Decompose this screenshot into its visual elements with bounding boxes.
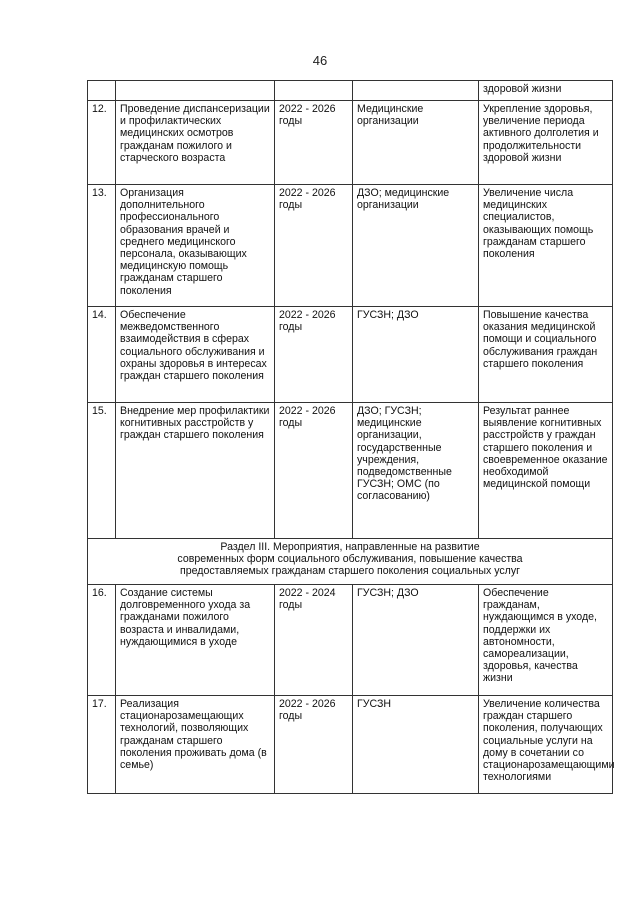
table-row (88, 696, 613, 794)
page-number: 46 (312, 53, 328, 68)
cell-activity: Создание системы долговременного ухода за гражданами пожилого возраста и инвалидами, нуждающимися в уходе (116, 585, 275, 696)
table-row (88, 185, 613, 307)
section-title-line: Раздел III. Мероприятия, направленные на развитие (220, 541, 480, 553)
cell-result: Увеличение числа медицинских специалистов, оказывающих помощь гражданам старшего поколения (479, 185, 613, 307)
cell-period: 2022 - 2026 годы (275, 403, 353, 539)
cell-activity: Реализация стационарозамещающих технологий, позволяющих гражданам старшего поколения проживать дома (в семье) (116, 696, 275, 794)
cell-num: 14. (88, 307, 116, 403)
cell-period: 2022 - 2026 годы (275, 185, 353, 307)
cell-result: здоровой жизни (479, 81, 613, 101)
cell-activity: Организация дополнительного профессионального образования врачей и среднего медицинского персонала, оказывающих медицинскую помощь гражданам старшего поколения (116, 185, 275, 307)
table-row (88, 101, 613, 185)
table-row (88, 307, 613, 403)
cell-result: Укрепление здоровья, увеличение периода активного долголетия и продолжительности здоровой жизни (479, 101, 613, 185)
cell-executors: ГУСЗН; ДЗО (353, 307, 479, 403)
cell-period: 2022 - 2026 годы (275, 696, 353, 794)
cell-num: 15. (88, 403, 116, 539)
section-title-line: предоставляемых гражданам старшего поколения социальных услуг (179, 565, 521, 578)
cell-num: 13. (88, 185, 116, 307)
cell-num: 17. (88, 696, 116, 794)
cell-period: 2022 - 2024 годы (275, 585, 353, 696)
cell-num: 12. (88, 101, 116, 185)
cell-period (275, 81, 353, 101)
cell-executors: ГУСЗН; ДЗО (353, 585, 479, 696)
cell-executors: ГУСЗН (353, 696, 479, 794)
cell-result: Обеспечение гражданам, нуждающимся в уходе, поддержки их автономности, самореализации, здоровья, качества жизни (479, 585, 613, 696)
section-title (88, 539, 613, 585)
table-row (88, 585, 613, 696)
section-title-line: современных форм социального обслуживания, повышение качества (177, 553, 523, 566)
measures-table (87, 80, 613, 794)
cell-result: Увеличение количества граждан старшего поколения, получающих социальные услуги на дому в сочетании со стационарозамещающими технологиями (479, 696, 613, 794)
cell-executors: ДЗО; ГУСЗН; медицинские организации, государственные учреждения, подведомственные ГУСЗН; ОМС (по согласованию) (353, 403, 479, 539)
cell-activity: Обеспечение межведомственного взаимодействия в сферах социального обслуживания и охраны здоровья в интересах граждан старшего поколения (116, 307, 275, 403)
table-row (88, 403, 613, 539)
cell-period: 2022 - 2026 годы (275, 307, 353, 403)
cell-period: 2022 - 2026 годы (275, 101, 353, 185)
cell-executors: Медицинские организации (353, 101, 479, 185)
cell-result: Повышение качества оказания медицинской помощи и социального обслуживания граждан старшего поколения (479, 307, 613, 403)
cell-activity (116, 81, 275, 101)
cell-activity: Проведение диспансеризации и профилактических медицинских осмотров гражданам пожилого и старческого возраста (116, 101, 275, 185)
cell-activity: Внедрение мер профилактики когнитивных расстройств у граждан старшего поколения (116, 403, 275, 539)
cell-result: Результат раннее выявление когнитивных расстройств у граждан старшего поколения и своевременное оказание необходимой медицинской помощи (479, 403, 613, 539)
cell-num (88, 81, 116, 101)
table-row-continuation (88, 81, 613, 101)
cell-executors (353, 81, 479, 101)
cell-executors: ДЗО; медицинские организации (353, 185, 479, 307)
section-header-row (88, 539, 613, 585)
cell-num: 16. (88, 585, 116, 696)
